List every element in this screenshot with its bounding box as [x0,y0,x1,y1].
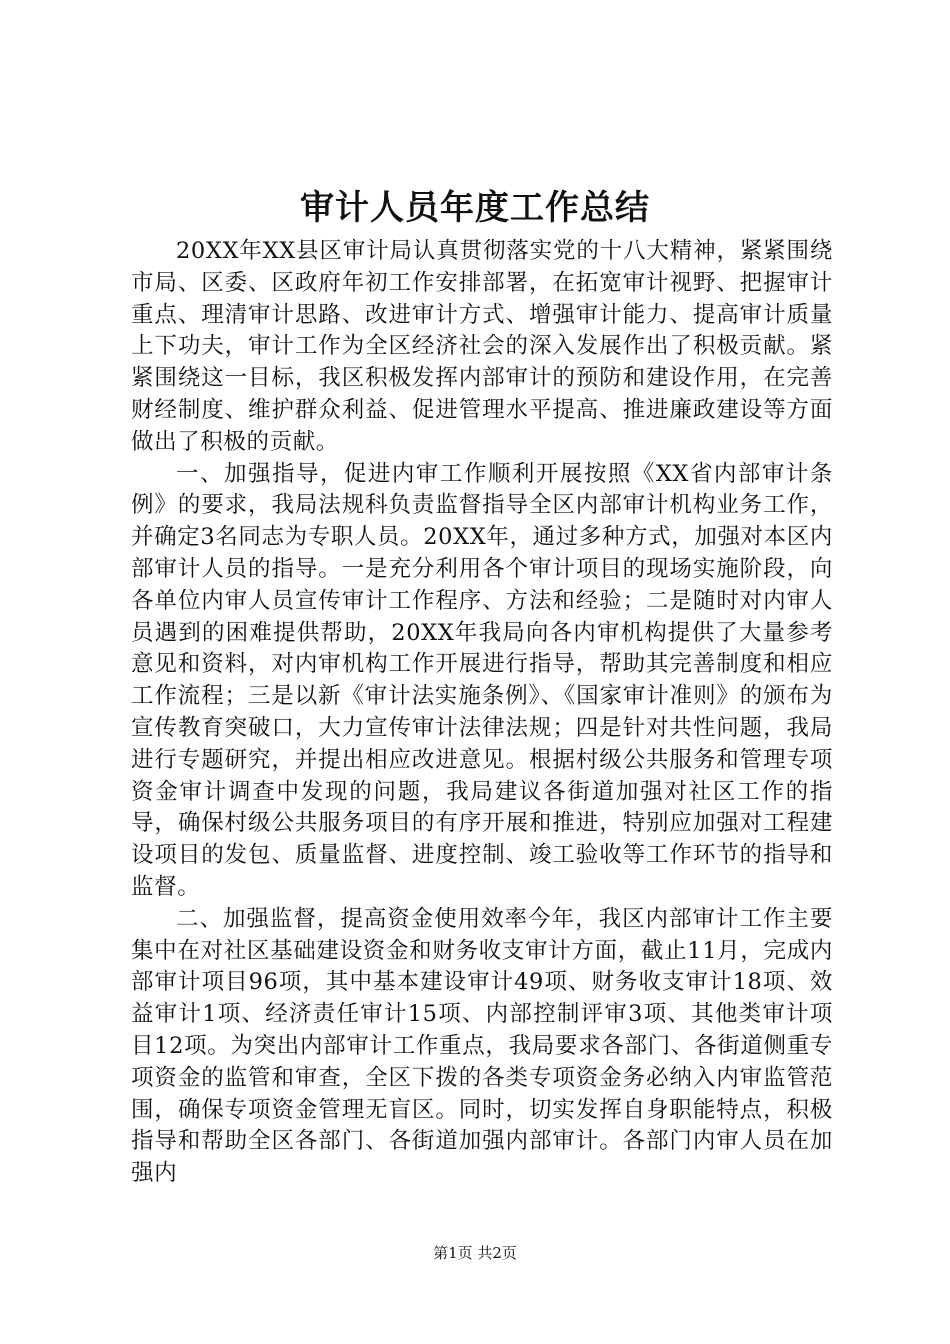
paragraph-section-1: 一、加强指导，促进内审工作顺利开展按照《XX省内部审计条例》的要求，我局法规科负责监督指导全区内部审计机构业务工作，并确定3名同志为专职人员。20XX年，通过多种方式，加强对本区内部审计人员的指导。一是充分利用各个审计项目的现场实施阶段，向各单位内审人员宣传审计工作程序、方法和经验；二是随时对内审人员遇到的困难提供帮助，20XX年我局向各内审机构提供了大量参考意见和资料，对内审机构工作开展进行指导，帮助其完善制度和相应工作流程；三是以新《审计法实施条例》、《国家审计准则》的颁布为宣传教育突破口，大力宣传审计法律法规；四是针对共性问题，我局进行专题研究，并提出相应改进意见。根据村级公共服务和管理专项资金审计调查中发现的问题，我局建议各街道加强对社区工作的指导，确保村级公共服务项目的有序开展和推进，特别应加强对工程建设项目的发包、质量监督、进度控制、竣工验收等工作环节的指导和监督。 [131,460,833,900]
page-number-footer: 第1页 共2页 [433,1244,517,1262]
document-body [131,236,833,1190]
paragraph-intro: 20XX年XX县区审计局认真贯彻落实党的十八大精神，紧紧围绕市局、区委、区政府年初工作安排部署，在拓宽审计视野、把握审计重点、理清审计思路、改进审计方式、增强审计能力、提高审计质量上下功夫，审计工作为全区经济社会的深入发展作出了积极贡献。紧紧围绕这一目标，我区积极发挥内部审计的预防和建设作用，在完善财经制度、维护群众利益、促进管理水平提高、推进廉政建设等方面做出了积极的贡献。 [131,238,833,455]
paragraph-section-2: 二、加强监督，提高资金使用效率今年，我区内部审计工作主要集中在对社区基础建设资金和财务收支审计方面，截止11月，完成内部审计项目96项，其中基本建设审计49项、财务收支审计18项、效益审计1项、经济责任审计15项、内部控制评审3项、其他类审计项目12项。为突出内部审计工作重点，我局要求各部门、各街道侧重专项资金的监管和审查，全区下拨的各类专项资金务必纳入内审监管范围，确保专项资金管理无盲区。同时，切实发挥自身职能特点，积极指导和帮助全区各部门、各街道加强内部审计。各部门内审人员在加强内 [131,905,833,1187]
document-title: 审计人员年度工作总结 [300,188,650,228]
